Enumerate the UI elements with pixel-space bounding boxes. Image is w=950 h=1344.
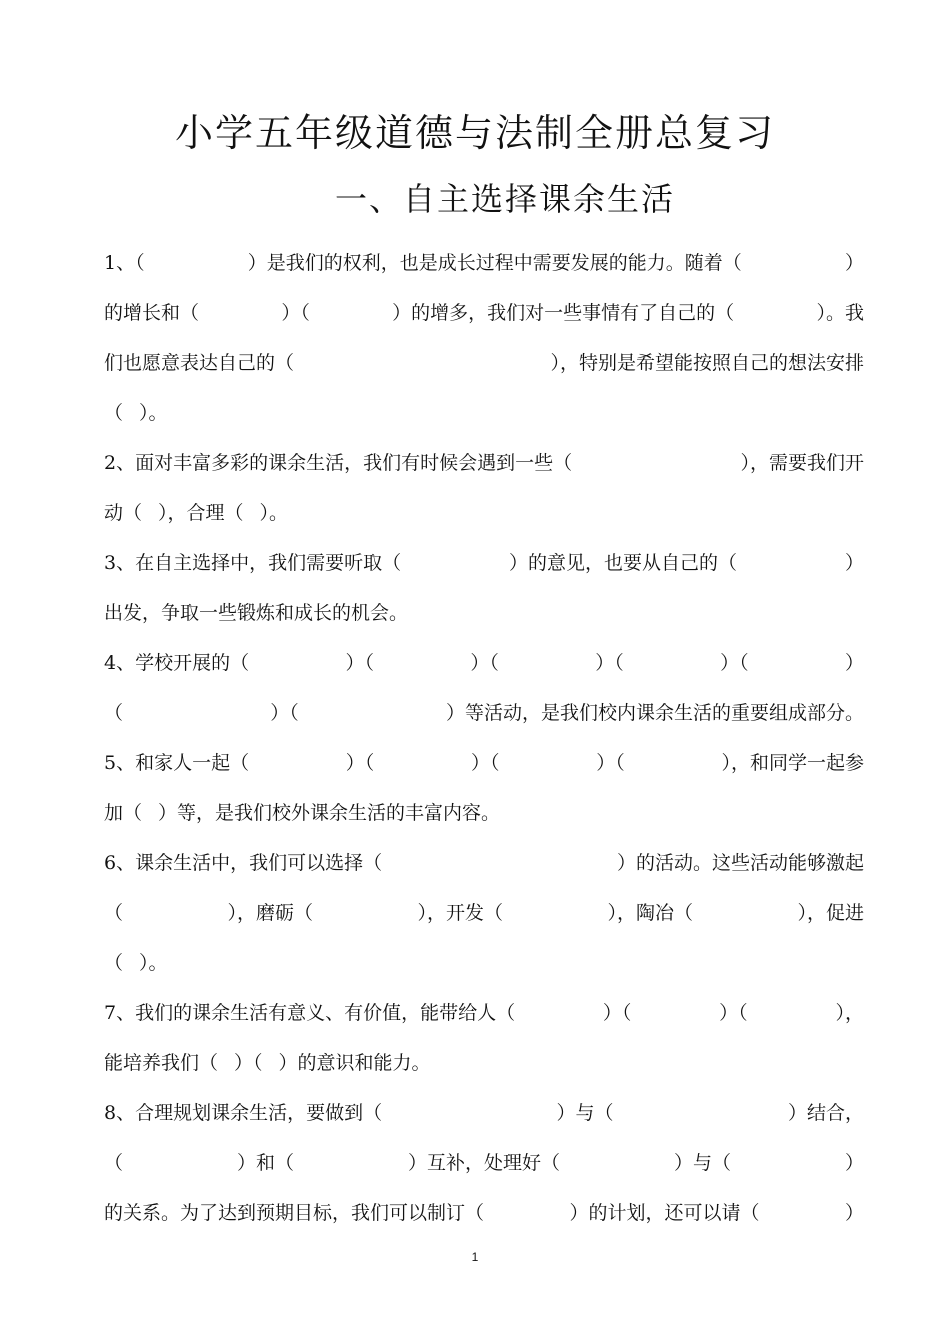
text-segment: 加（ <box>104 801 143 824</box>
text-segment: （ <box>104 701 124 724</box>
page-number: 1 <box>471 1250 479 1264</box>
text-segment: ）（ <box>471 751 500 774</box>
text-segment: ）是我们的权利，也是成长过程中需要发展的能力。随着（ <box>247 251 742 274</box>
text-segment: ）结合， <box>787 1101 864 1124</box>
text-segment: ）（ <box>345 651 374 674</box>
text-segment: ），促进 <box>797 901 864 924</box>
text-segment: ）（ <box>595 651 624 674</box>
text-line <box>104 636 864 686</box>
text-segment: 6、课余生活中，我们可以选择（ <box>104 851 383 874</box>
text-segment: ） <box>844 1201 864 1224</box>
text-segment: 7、我们的课余生活有意义、有价值，能带给人（ <box>104 1001 516 1024</box>
text-line <box>104 736 864 786</box>
text-line <box>104 886 864 936</box>
text-segment: ）与（ <box>556 1101 614 1124</box>
text-line <box>104 236 864 286</box>
text-segment: ）（ <box>345 751 375 774</box>
text-line <box>104 386 864 436</box>
section-heading: 一、自主选择课余生活 <box>334 180 675 218</box>
text-segment: 的关系。为了达到预期目标，我们可以制订（ <box>104 1201 485 1224</box>
text-segment: ），开发（ <box>417 901 503 924</box>
text-segment: ）等活动，是我们校内课余生活的重要组成部分。 <box>445 701 864 724</box>
text-segment: 能培养我们（ <box>104 1051 219 1074</box>
text-segment: ），和同学一起参 <box>721 751 864 774</box>
text-line <box>104 686 864 736</box>
text-line <box>104 1086 864 1136</box>
text-segment: ）（ <box>281 301 310 324</box>
text-line <box>104 936 864 986</box>
text-line <box>104 486 864 536</box>
text-segment: ）。我 <box>816 301 864 324</box>
text-segment: ）。 <box>139 401 168 424</box>
text-segment: ）（ <box>719 1001 748 1024</box>
text-segment: ）等，是我们校外课余生活的丰富内容。 <box>158 801 501 824</box>
text-line <box>104 786 864 836</box>
text-line <box>104 836 864 886</box>
text-segment: 们也愿意表达自己的（ <box>104 351 295 374</box>
text-line <box>104 336 864 386</box>
text-segment: 3、在自主选择中，我们需要听取（ <box>104 551 402 574</box>
text-segment: ）， <box>835 1001 864 1024</box>
text-segment: ）的意见，也要从自己的（ <box>509 551 738 574</box>
text-segment: ） <box>844 651 864 674</box>
text-segment: ）。 <box>139 951 168 974</box>
text-line <box>104 1136 864 1186</box>
text-segment: 2、面对丰富多彩的课余生活，我们有时候会遇到一些（ <box>104 451 573 474</box>
text-segment: ）（ <box>234 1051 263 1074</box>
text-segment: ）的计划，还可以请（ <box>569 1201 760 1224</box>
text-segment: ）。 <box>259 501 289 524</box>
text-line <box>104 436 864 486</box>
text-segment: （ <box>104 901 124 924</box>
text-segment: （ <box>104 401 124 424</box>
text-segment: ），特别是希望能按照自己的想法安排 <box>550 351 864 374</box>
text-segment: （ <box>104 1151 124 1174</box>
text-segment: 的增长和（ <box>104 301 200 324</box>
text-segment: ）与（ <box>673 1151 731 1174</box>
text-segment: ）（ <box>470 651 499 674</box>
text-segment: ），磨砺（ <box>227 901 313 924</box>
text-segment: 5、和家人一起（ <box>104 751 250 774</box>
text-segment: ）的增多，我们对一些事情有了自己的（ <box>392 301 735 324</box>
text-segment: ），需要我们开 <box>740 451 864 474</box>
text-segment: ），合理（ <box>158 501 244 524</box>
text-line <box>104 286 864 336</box>
text-line <box>104 1036 864 1086</box>
text-segment: ），陶冶（ <box>607 901 693 924</box>
text-line <box>104 1186 864 1236</box>
text-segment: ）（ <box>270 701 299 724</box>
text-segment: 动（ <box>104 501 143 524</box>
text-line <box>104 536 864 586</box>
text-segment: （ <box>104 951 124 974</box>
text-segment: ） <box>844 251 864 274</box>
text-segment: ）（ <box>602 1001 632 1024</box>
text-segment: ） <box>844 1151 864 1174</box>
question-list <box>104 236 864 1236</box>
text-segment: ）的活动。这些活动能够激起 <box>616 851 864 874</box>
text-segment: ）和（ <box>236 1151 294 1174</box>
text-line <box>104 986 864 1036</box>
text-segment: ）互补，处理好（ <box>407 1151 560 1174</box>
text-segment: 1、（ <box>104 251 145 274</box>
text-segment: ）（ <box>596 751 625 774</box>
text-segment: 出发，争取一些锻炼和成长的机会。 <box>104 601 409 624</box>
text-line <box>104 586 864 636</box>
text-segment: 4、学校开展的（ <box>104 651 250 674</box>
text-segment: ）的意识和能力。 <box>278 1051 431 1074</box>
document-title: 小学五年级道德与法制全册总复习 <box>174 111 775 155</box>
text-segment: ） <box>844 551 864 574</box>
text-segment: ）（ <box>720 651 749 674</box>
text-segment: 8、合理规划课余生活，要做到（ <box>104 1101 383 1124</box>
